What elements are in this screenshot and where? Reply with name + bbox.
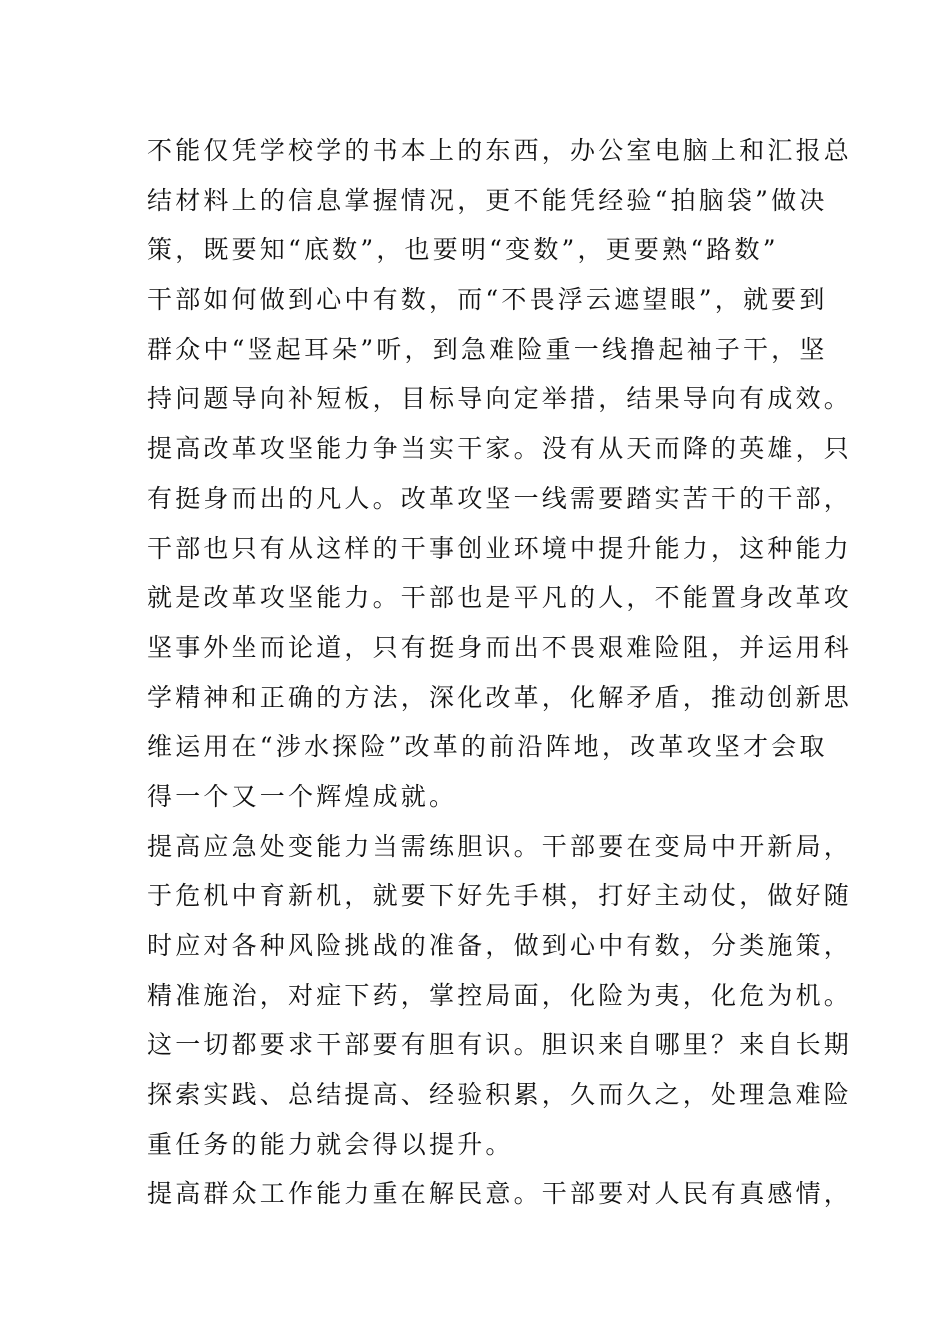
text-line: 策，既要知“底数”，也要明“变数”，更要熟“路数” xyxy=(147,235,779,265)
body-text xyxy=(147,126,853,1219)
text-line: 提高群众工作能力重在解民意。干部要对人民有真感情， xyxy=(147,1179,853,1209)
text-line: 干部也只有从这样的干事创业环境中提升能力，这种能力 xyxy=(147,533,853,563)
text-line: 时应对各种风险挑战的准备，做到心中有数，分类施策， xyxy=(147,931,853,960)
text-line: 得一个又一个辉煌成就。 xyxy=(147,781,458,811)
text-line: 探索实践、总结提高、经验积累，久而久之，处理急难险 xyxy=(147,1080,853,1110)
text-line: 持问题导向补短板，目标导向定举措，结果导向有成效。 xyxy=(147,384,853,414)
text-line: 维运用在“涉水探险”改革的前沿阵地，改革攻坚才会取 xyxy=(147,732,828,762)
text-line: 学精神和正确的方法，深化改革，化解矛盾，推动创新思 xyxy=(147,682,853,712)
text-line: 坚事外坐而论道，只有挺身而出不畏艰难险阻，并运用科 xyxy=(147,632,853,662)
text-line: 干部如何做到心中有数，而“不畏浮云遮望眼”，就要到 xyxy=(147,285,828,315)
text-line: 群众中“竖起耳朵”听，到急难险重一线撸起袖子干，坚 xyxy=(147,334,828,364)
text-line: 于危机中育新机，就要下好先手棋，打好主动仗，做好随 xyxy=(147,881,853,911)
text-line: 提高改革攻坚能力争当实干家。没有从天而降的英雄，只 xyxy=(147,434,853,464)
text-line: 重任务的能力就会得以提升。 xyxy=(147,1129,514,1159)
text-line: 就是改革攻坚能力。干部也是平凡的人，不能置身改革攻 xyxy=(147,583,853,613)
text-line: 这一切都要求干部要有胆有识。胆识来自哪里？来自长期 xyxy=(147,1030,853,1060)
text-line: 不能仅凭学校学的书本上的东西，办公室电脑上和汇报总 xyxy=(147,136,853,165)
text-line: 结材料上的信息掌握情况，更不能凭经验“拍脑袋”做决 xyxy=(147,185,828,215)
text-line: 精准施治，对症下药，掌控局面，化险为夷，化危为机。 xyxy=(147,980,853,1010)
text-line: 有挺身而出的凡人。改革攻坚一线需要踏实苦干的干部， xyxy=(147,483,853,513)
text-line: 提高应急处变能力当需练胆识。干部要在变局中开新局， xyxy=(147,831,853,861)
